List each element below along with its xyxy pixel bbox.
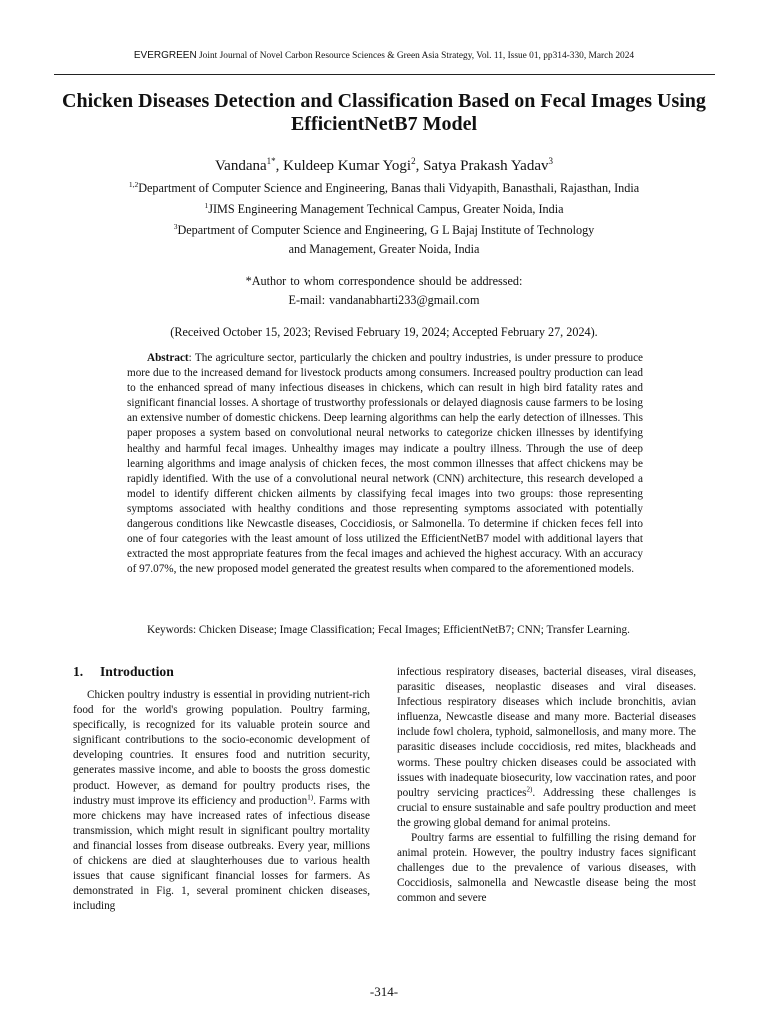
journal-brand: EVERGREEN [133,50,197,61]
author-name: Kuldeep Kumar Yogi [283,158,412,174]
reference-mark: 1) [307,792,314,801]
body-column-right [397,665,696,907]
author-name: Satya Prakash Yadav [423,158,549,174]
paper-title: Chicken Diseases Detection and Classification Based on Fecal Images Using EfficientNetB7 Model [62,90,706,135]
section-title: Introduction [100,664,174,679]
affiliation-2 [100,196,668,219]
section-number: 1. [73,664,84,679]
received-dates: (Received October 15, 2023; Revised February 19, 2024; Accepted February 27, 2024). [170,325,598,339]
affiliation-text: Department of Computer Science and Engineering, G L Bajaj Institute of Technology [177,223,595,238]
keywords: Keywords: Chicken Disease; Image Classification; Fecal Images; EfficientNetB7; CNN; Transfer Learning. [147,624,630,636]
affiliation-text: Department of Computer Science and Engineering, Banas thali Vidyapith, Banasthali, Rajasthan, India [138,181,640,196]
affiliation-mark: 1 [204,201,209,210]
paragraph-text: . Addressing these challenges is crucial to ensure sustainable and safe poultry production and meet the growing global demand for animal proteins. [397,786,696,829]
author-list [60,151,708,176]
section-heading [73,663,174,681]
affiliation-1 [100,175,668,198]
affiliation-text-continued: and Management, Greater Noida, India [288,242,480,257]
author-affiliation-mark: 3 [548,156,553,166]
paragraph-text: . Farms with more chickens may have increased rates of infectious disease transmission, which might result in significant poultry mortality and financial losses from disease outbreaks. Every year, millions of chickens are died at slaughterhouses due to various health issues that cause significant financial losses for farmers. As demonstrated in Fig. 1, several prominent chicken diseases, including [73,794,371,913]
paragraph-text: infectious respiratory diseases, bacterial diseases, viral diseases, parasitic diseases, neoplastic diseases and viral diseases. Infectious respiratory diseases which include bronchitis, avian influenza, Newcastle disease and many more. Bacterial diseases include fowl cholera, typhoid, salmonellosis, and many more. The parasitic diseases include coccidiosis, red mites, blackheads and worms. These poultry chicken diseases could be associated with issues with inadequate biosecurity, low vaccination rates, and poor poultry servicing practices [397,666,696,799]
abstract-text: : The agriculture sector, particularly the chicken and poultry industries, is under pressure to produce more due to the increased demand for livestock products among consumers. Increased poultry production can lead to the enhanced spread of many infectious diseases in chickens, which can result in high bird fatality rates and significant financial losses. A shortage of trustworthy professionals or delayed diagnosis cause farmers to be losing an extensive number of domestic chickens. Deep learning algorithms can help the early detection of illnesses. This paper proposes a system based on convolutional neural networks to categorize chicken illnesses by identifying healthy and harmful fecal images. Unhealthy images may indicate a poultry illness. Through the use of deep learning algorithms and image analysis of chicken feces, the most common illnesses that affect chickens may be rapidly identified. With the use of a convolutional neural network (CNN) architecture, this research developed a model to identify different chicken ailments by classifying fecal images into two groups: those representing symptoms associated with healthy conditions and those representing symptoms associated with potentially dangerous conditions like Newcastle diseases, Coccidiosis, or Salmonella. To determine if chicken feces fell into one of four categories with the least amount of loss utilized the EfficientNetB7 model with additional layers that extracted the most appropriate features from the fecal images and achieved the highest accuracy. With an accuracy of 97.07%, the new proposed model generated the greatest results when compared to the aforementioned models. [127,352,643,576]
correspondence-email: E-mail: vandanabharti233@gmail.com [288,293,480,307]
header-rule [54,74,715,75]
running-head [72,50,696,61]
affiliation-mark: 3 [173,222,178,231]
body-column-left [73,688,370,914]
affiliation-text: JIMS Engineering Management Technical Campus, Greater Noida, India [208,202,564,217]
body-paragraph: Poultry farms are essential to fulfilling the rising demand for animal protein. However, the poultry industry faces significant challenges due to the prevalence of various diseases, with Coccidiosis, salmonella and Newcastle disease being the most common and severe [397,832,696,905]
affiliation-mark: 1,2 [128,180,139,189]
abstract-label: Abstract [147,352,189,364]
body-paragraph [73,688,370,914]
author-affiliation-mark: 2 [411,156,416,166]
journal-citation: Joint Journal of Novel Carbon Resource Sciences & Green Asia Strategy, Vol. 11, Issue 01, pp314-330, March 2024 [196,51,635,61]
reference-mark: 2) [526,785,533,794]
author-name: Vandana [215,158,267,174]
body-paragraph [397,665,696,831]
paragraph-text: Chicken poultry industry is essential in providing nutrient-rich food for the world's growing population. Poultry farming, specifically, is recognized for its valuable protein source and significant contributions to the socio-economic development of developing countries. It ensures food and nutrition security, generates massive income, and able to boosts the gross domestic product. However, as demand for poultry products rises, the industry must improve its efficiency and production [73,689,370,807]
author-separator: , [415,158,424,174]
correspondence [100,272,668,310]
author-affiliation-mark: 1* [266,156,276,166]
correspondence-note: *Author to whom correspondence should be addressed: [245,274,523,288]
abstract [127,351,643,577]
affiliation-3 [100,217,668,259]
page-number: -314- [369,984,399,999]
author-separator: , [275,158,284,174]
